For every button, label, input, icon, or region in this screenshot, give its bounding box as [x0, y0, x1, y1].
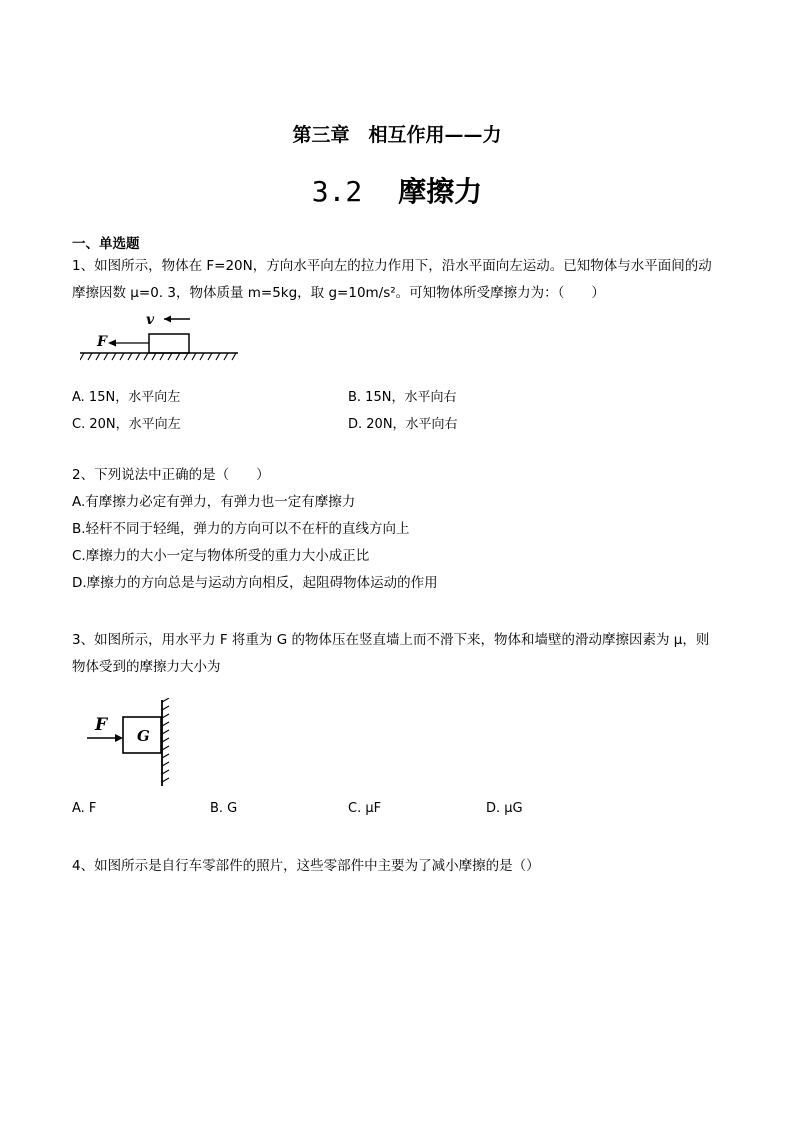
q3-stem-line1: 3、如图所示，用水平力 F 将重为 G 的物体压在竖直墙上而不滑下来，物体和墙壁的滑动摩擦因素为 μ，则: [72, 632, 710, 648]
q1-option-d: D. 20N，水平向右: [348, 417, 458, 432]
q1-stem-line1: 1、如图所示，物体在 F=20N，方向水平向左的拉力作用下，沿水平面向左运动。已知物体与水平面间的动: [72, 258, 712, 274]
section-number: 3.2: [311, 175, 363, 208]
section-title: 摩擦力: [398, 175, 483, 208]
q3-option-a: A. F: [72, 801, 97, 816]
q3-figure-label-g: G: [137, 727, 150, 745]
q1-option-a: A. 15N，水平向左: [72, 390, 181, 405]
chapter-title: 第三章 相互作用——力: [292, 124, 502, 146]
q1-figure-label-f: F: [97, 334, 107, 350]
q1-option-c: C. 20N，水平向左: [72, 417, 181, 432]
q3-stem-line2: 物体受到的摩擦力大小为: [72, 659, 221, 675]
q2-option-d: D.摩擦力的方向总是与运动方向相反，起阻碍物体运动的作用: [72, 575, 438, 591]
q1-option-b: B. 15N，水平向右: [348, 390, 457, 405]
q3-figure-block-against-wall: [85, 698, 180, 790]
q1-stem-line2: 摩擦因数 μ=0. 3，物体质量 m=5kg，取 g=10m/s²。可知物体所受摩擦力为：（ ）: [72, 285, 605, 301]
q2-option-b: B.轻杆不同于轻绳，弹力的方向可以不在杆的直线方向上: [72, 521, 410, 537]
q2-option-c: C.摩擦力的大小一定与物体所受的重力大小成正比: [72, 548, 370, 564]
q2-option-a: A.有摩擦力必定有弹力，有弹力也一定有摩擦力: [72, 494, 356, 510]
q2-stem: 2、下列说法中正确的是（ ）: [72, 467, 270, 483]
part-heading: 一、单选题: [72, 236, 140, 252]
q1-figure-label-v: v: [146, 312, 155, 328]
q3-option-c: C. μF: [348, 801, 382, 816]
q3-figure-label-f: F: [95, 715, 108, 735]
q1-figure-block-on-floor: [80, 310, 245, 370]
section-title-block: [0, 170, 794, 210]
q3-option-d: D. μG: [486, 801, 523, 816]
q3-option-b: B. G: [210, 801, 238, 816]
q4-stem: 4、如图所示是自行车零部件的照片，这些零部件中主要为了减小摩擦的是（）: [72, 858, 540, 874]
